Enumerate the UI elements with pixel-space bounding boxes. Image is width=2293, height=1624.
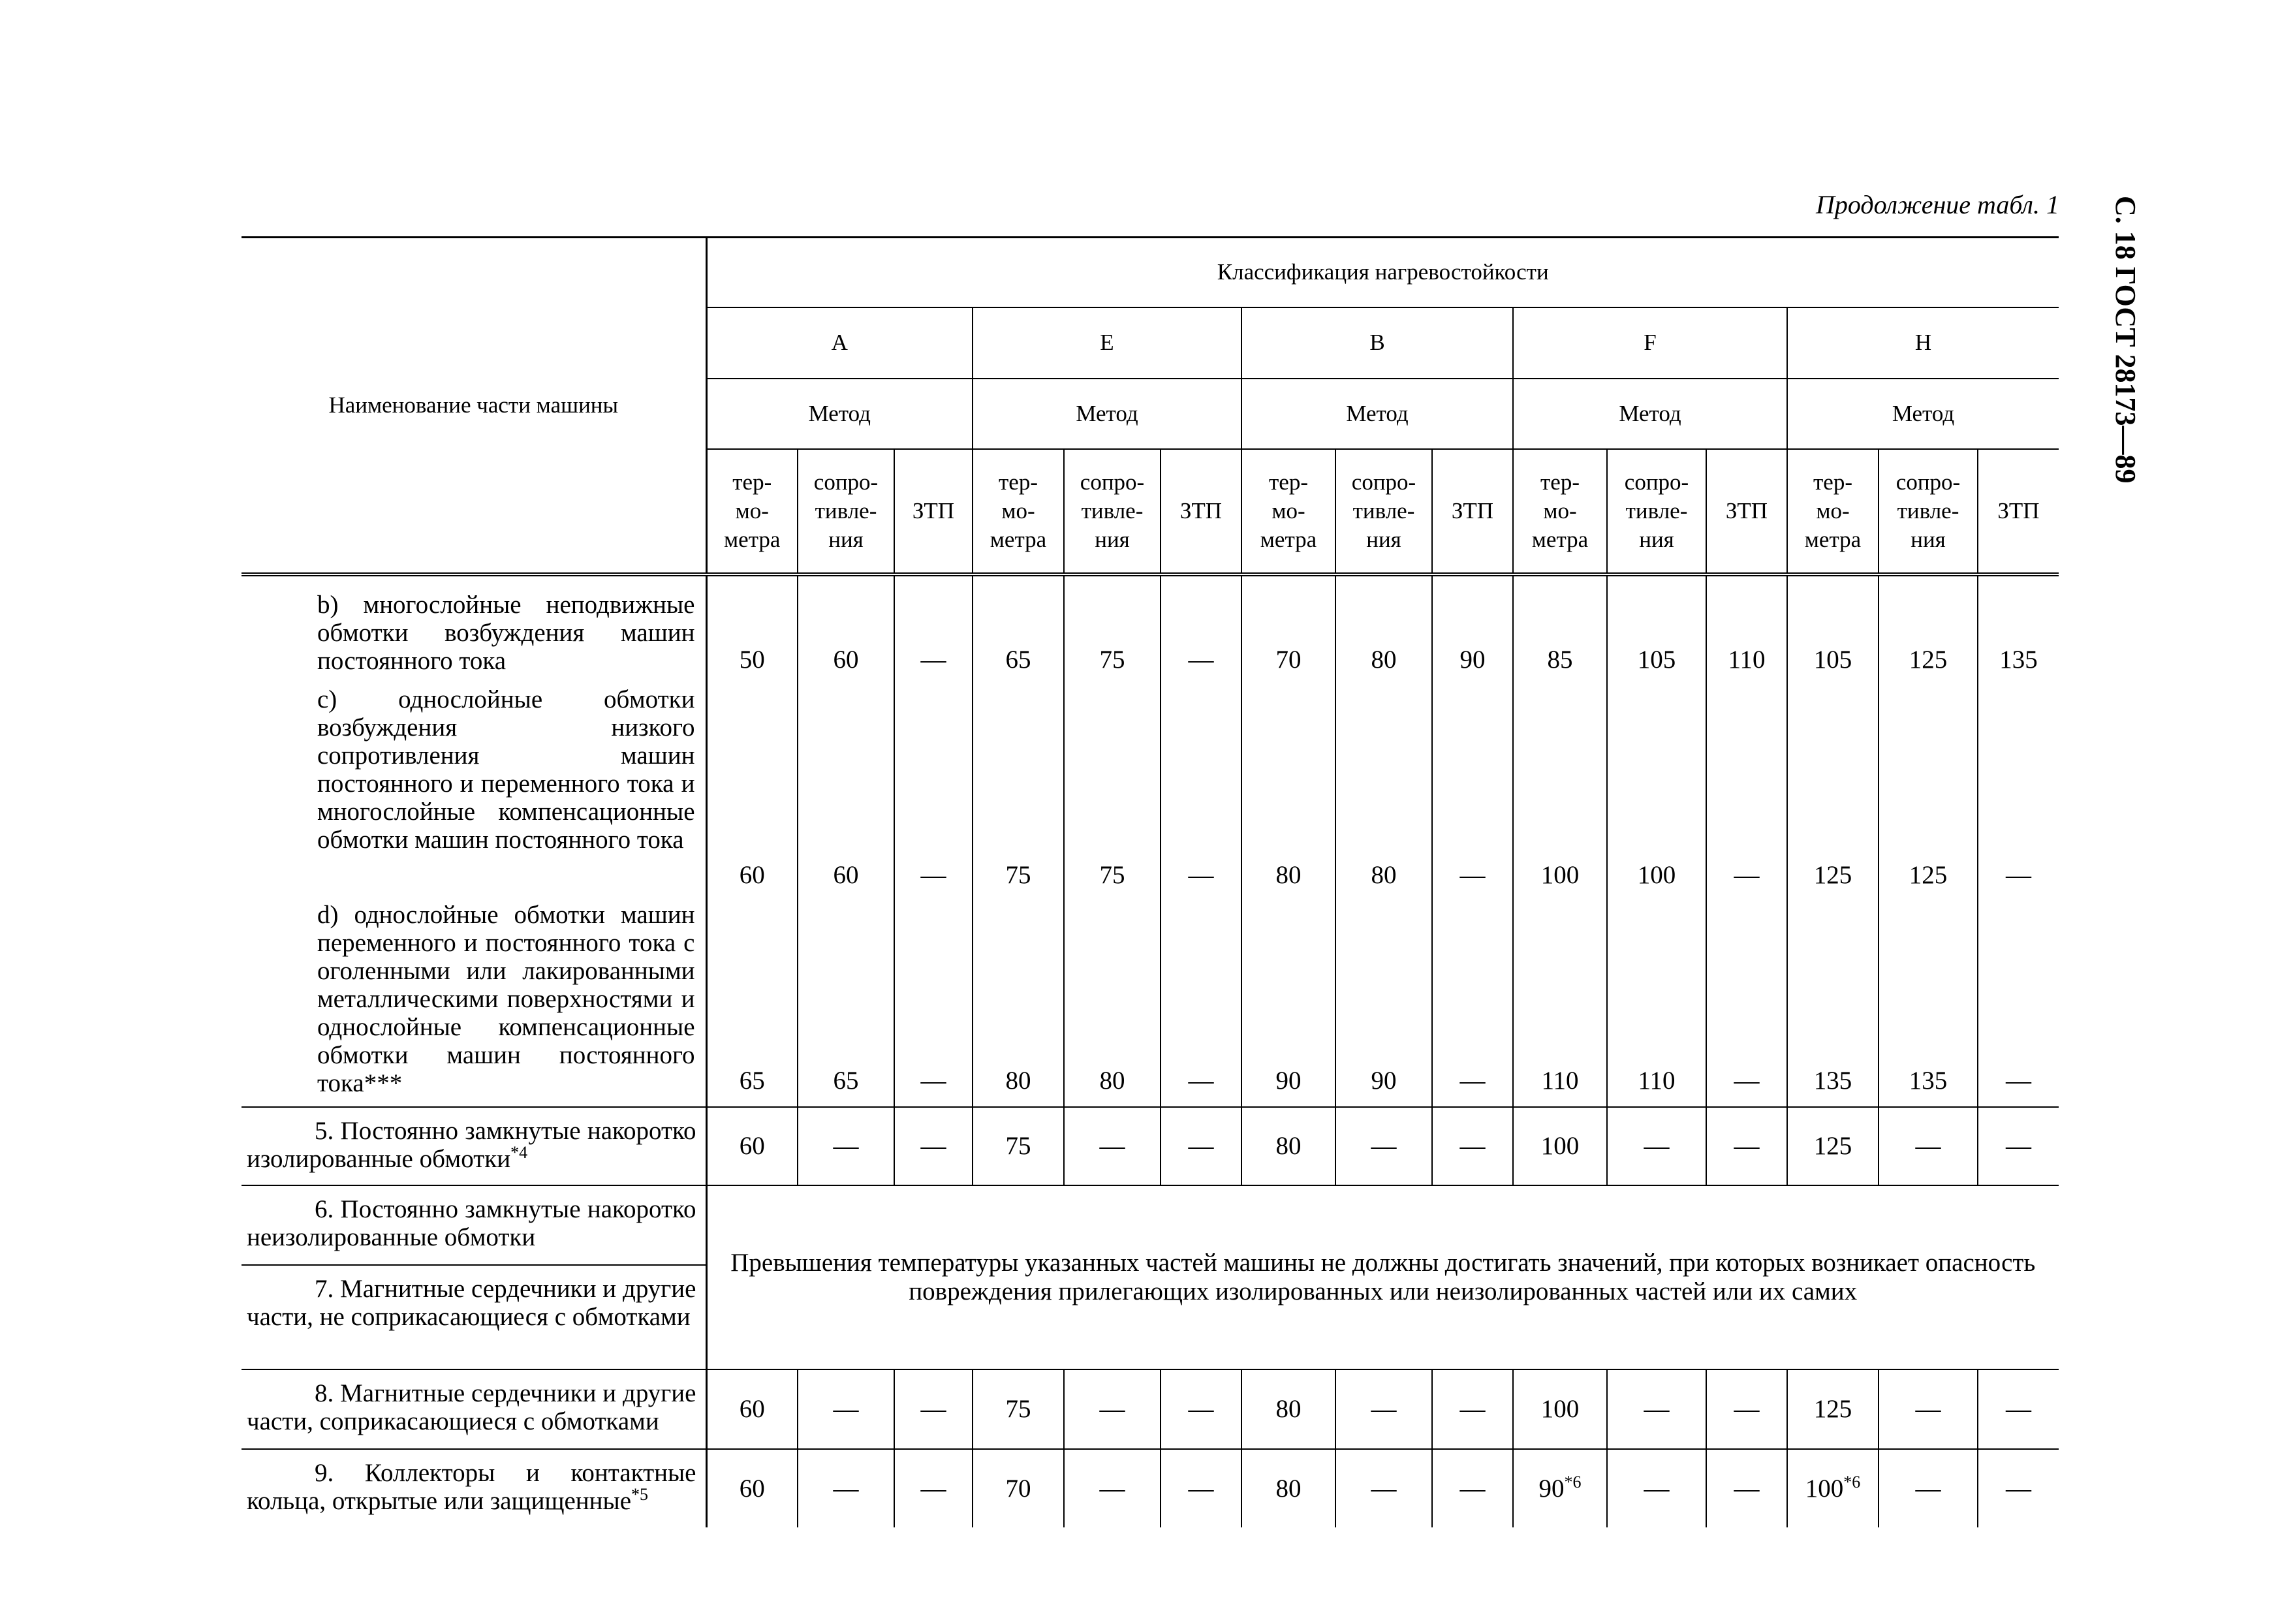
value-cell: 80 <box>1335 685 1432 901</box>
sub-resist: сопро- тивле- ния <box>1335 449 1432 574</box>
value-cell: 100 <box>1513 685 1607 901</box>
value-cell: 75 <box>973 1369 1064 1449</box>
value-cell: — <box>1978 901 2059 1107</box>
class-h: Н <box>1787 307 2059 379</box>
value-cell: — <box>1607 1449 1706 1527</box>
value-cell: — <box>1161 1369 1241 1449</box>
value-cell: 100 <box>1513 1107 1607 1185</box>
value-cell: 90 <box>1335 901 1432 1107</box>
sub-resist: сопро- тивле- ния <box>1879 449 1978 574</box>
row-name-8: 8. Магнитные сердечники и другие части, соприкасающиеся с обмотками <box>247 1379 696 1435</box>
sub-therm: тер- мо- метра <box>706 449 798 574</box>
value-cell: — <box>1879 1369 1978 1449</box>
value-cell: — <box>894 685 973 901</box>
class-e: Е <box>973 307 1241 379</box>
value-cell: 105 <box>1607 574 1706 685</box>
sub-resist: сопро- тивле- ния <box>798 449 894 574</box>
value-cell: — <box>1706 1369 1787 1449</box>
value-cell: — <box>1706 1107 1787 1185</box>
sub-ztp: ЗТП <box>1432 449 1513 574</box>
class-header: Классификация нагревостойкости <box>706 238 2059 307</box>
method-label: Метод <box>1787 379 2059 449</box>
value-cell: 90$^{*6}$ <box>1513 1449 1607 1527</box>
sub-therm: тер- мо- метра <box>1513 449 1607 574</box>
value-cell: 60 <box>706 1449 798 1527</box>
value-cell: 135 <box>1879 901 1978 1107</box>
method-label: Метод <box>1513 379 1787 449</box>
value-cell: — <box>1432 901 1513 1107</box>
value-cell: 80 <box>1335 574 1432 685</box>
sub-resist: сопро- тивле- ния <box>1607 449 1706 574</box>
value-cell: 100$^{*6}$ <box>1787 1449 1879 1527</box>
sub-ztp: ЗТП <box>894 449 973 574</box>
continuation-label: Продолжение табл. 1 <box>1815 190 2059 219</box>
value-cell: — <box>798 1107 894 1185</box>
value-cell: 80 <box>1064 901 1161 1107</box>
value-cell: 75 <box>1064 685 1161 901</box>
value-cell: 80 <box>1241 685 1335 901</box>
value-cell: — <box>1432 1369 1513 1449</box>
value-cell: 100 <box>1513 1369 1607 1449</box>
sub-ztp: ЗТП <box>1161 449 1241 574</box>
method-label: Метод <box>973 379 1241 449</box>
value-cell: 75 <box>973 1107 1064 1185</box>
value-cell: 135 <box>1787 901 1879 1107</box>
merged-note: Превышения температуры указанных частей машины не должны достигать значений, при которых возникает опасность повреждения прилегающих изолированных или неизолированных частей или их самих <box>706 1185 2059 1369</box>
name-column-header: Наименование части машины <box>242 238 706 574</box>
value-cell: — <box>1607 1369 1706 1449</box>
value-cell: — <box>894 1107 973 1185</box>
value-cell: — <box>1161 1107 1241 1185</box>
value-cell: 110 <box>1706 574 1787 685</box>
value-cell: 85 <box>1513 574 1607 685</box>
value-cell: 80 <box>1241 1449 1335 1527</box>
sub-resist: сопро- тивле- ния <box>1064 449 1161 574</box>
value-cell: 50 <box>706 574 798 685</box>
value-cell: — <box>1432 685 1513 901</box>
value-cell: — <box>1432 1107 1513 1185</box>
sub-ztp: ЗТП <box>1706 449 1787 574</box>
value-cell: 125 <box>1787 1107 1879 1185</box>
value-cell: 125 <box>1879 685 1978 901</box>
value-cell: 65 <box>706 901 798 1107</box>
value-cell: — <box>1064 1449 1161 1527</box>
page-side-label: С. 18 ГОСТ 28173—89 <box>2110 196 2142 484</box>
value-cell: 80 <box>1241 1369 1335 1449</box>
row-name-5: 5. Постоянно замкнутые накоротко изолированные обмотки$^{*4}$ <box>247 1116 696 1173</box>
value-cell: — <box>1706 685 1787 901</box>
class-a: А <box>706 307 973 379</box>
sub-therm: тер- мо- метра <box>1787 449 1879 574</box>
value-cell: 90 <box>1432 574 1513 685</box>
value-cell: — <box>894 901 973 1107</box>
value-cell: 125 <box>1787 685 1879 901</box>
value-cell: — <box>1161 574 1241 685</box>
value-cell: — <box>1161 685 1241 901</box>
value-cell: — <box>1064 1369 1161 1449</box>
value-cell: — <box>1978 685 2059 901</box>
value-cell: — <box>1335 1449 1432 1527</box>
value-cell: 110 <box>1607 901 1706 1107</box>
class-f: F <box>1513 307 1787 379</box>
value-cell: 65 <box>798 901 894 1107</box>
value-cell: 110 <box>1513 901 1607 1107</box>
value-cell: — <box>1607 1107 1706 1185</box>
value-cell: — <box>1335 1107 1432 1185</box>
value-cell: 135 <box>1978 574 2059 685</box>
value-cell: 75 <box>973 685 1064 901</box>
value-cell: 70 <box>1241 574 1335 685</box>
value-cell: — <box>894 1449 973 1527</box>
value-cell: — <box>1978 1449 2059 1527</box>
value-cell: 65 <box>973 574 1064 685</box>
value-cell: — <box>1879 1107 1978 1185</box>
value-cell: — <box>1432 1449 1513 1527</box>
value-cell: 105 <box>1787 574 1879 685</box>
value-cell: — <box>1706 901 1787 1107</box>
sub-therm: тер- мо- метра <box>973 449 1064 574</box>
class-b: В <box>1241 307 1513 379</box>
value-cell: 75 <box>1064 574 1161 685</box>
value-cell: 125 <box>1787 1369 1879 1449</box>
value-cell: — <box>1978 1369 2059 1449</box>
value-cell: 60 <box>798 574 894 685</box>
value-cell: 60 <box>798 685 894 901</box>
method-label: Метод <box>706 379 973 449</box>
value-cell: — <box>1978 1107 2059 1185</box>
value-cell: — <box>1161 901 1241 1107</box>
row-name-6: 6. Постоянно замкнутые накоротко неизолированные обмотки <box>242 1185 706 1265</box>
value-cell: — <box>1706 1449 1787 1527</box>
sub-ztp: ЗТП <box>1978 449 2059 574</box>
value-cell: 60 <box>706 1107 798 1185</box>
row-name-b: b) многослойные неподвижные обмотки возбуждения машин постоянного тока <box>317 590 695 675</box>
value-cell: 100 <box>1607 685 1706 901</box>
value-cell: 90 <box>1241 901 1335 1107</box>
value-cell: — <box>1335 1369 1432 1449</box>
row-name-d: d) однослойные обмотки машин переменного и постоянного тока с оголенными или лакированными металлическими поверхностями и однослойные компенсационные обмотки машин постоянного тока*** <box>317 900 695 1097</box>
value-cell: 70 <box>973 1449 1064 1527</box>
value-cell: — <box>894 1369 973 1449</box>
value-cell: 60 <box>706 685 798 901</box>
value-cell: 125 <box>1879 574 1978 685</box>
sub-therm: тер- мо- метра <box>1241 449 1335 574</box>
temperature-table <box>242 236 2059 1527</box>
value-cell: — <box>1879 1449 1978 1527</box>
value-cell: — <box>894 574 973 685</box>
value-cell: 80 <box>1241 1107 1335 1185</box>
row-name-c: c) однослойные обмотки возбуждения низкого сопротивления машин постоянного и переменного тока и многослойные компенсационные обмотки машин постоянного тока <box>317 685 695 854</box>
value-cell: 80 <box>973 901 1064 1107</box>
value-cell: — <box>1064 1107 1161 1185</box>
value-cell: 60 <box>706 1369 798 1449</box>
row-name-7: 7. Магнитные сердечники и другие части, не соприкасающиеся с обмотками <box>247 1274 696 1331</box>
method-label: Метод <box>1241 379 1513 449</box>
value-cell: — <box>798 1449 894 1527</box>
value-cell: — <box>798 1369 894 1449</box>
row-name-9: 9. Коллекторы и контактные кольца, открытые или защищенные$^{*5}$ <box>247 1458 696 1515</box>
value-cell: — <box>1161 1449 1241 1527</box>
